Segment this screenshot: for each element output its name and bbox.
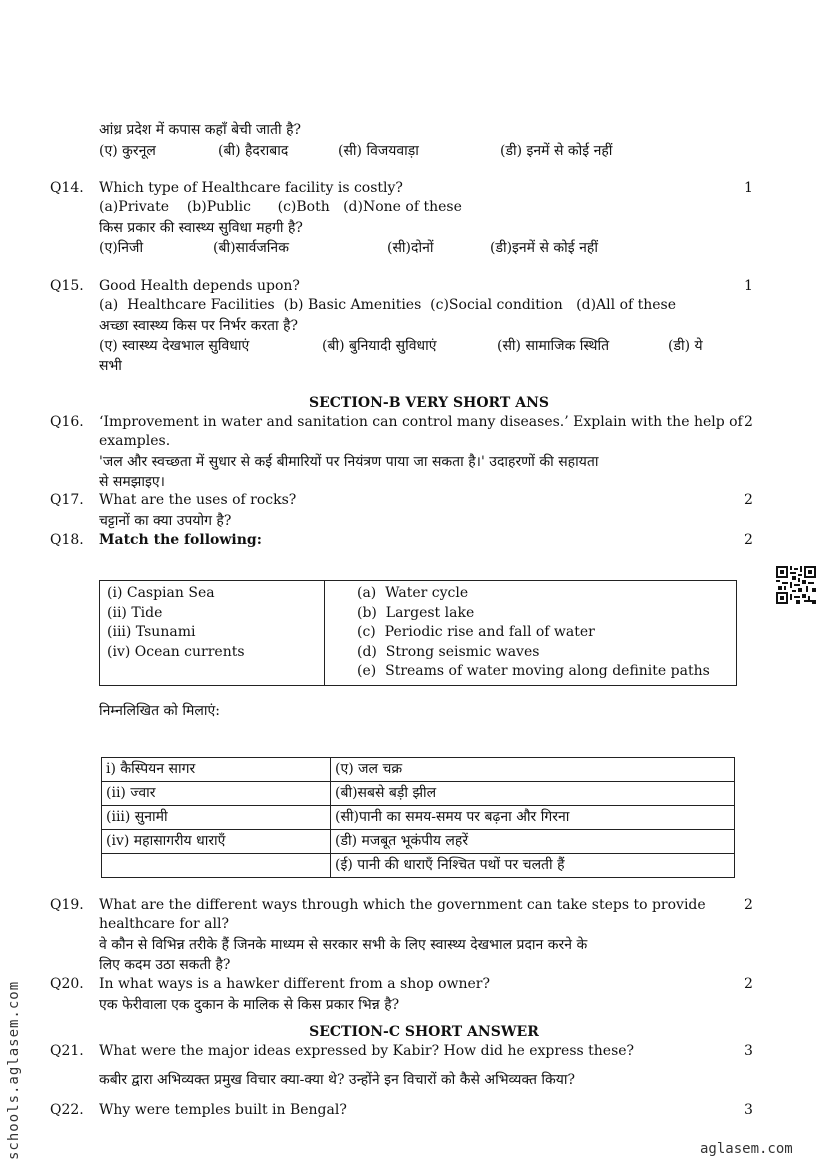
q14-marks: 1 bbox=[744, 180, 753, 196]
table-cell: (ई) पानी की धाराएँ निश्चित पथों पर चलती हैं bbox=[331, 854, 735, 878]
q18-marks: 2 bbox=[744, 532, 753, 548]
match-left-column bbox=[100, 581, 325, 686]
q14-option-hi-d: (डी)इनमें से कोई नहीं bbox=[490, 240, 598, 256]
match-left-item: (i) Caspian Sea bbox=[107, 585, 215, 601]
table-cell: (ii) ज्वार bbox=[102, 782, 331, 806]
section-b-heading: SECTION-B VERY SHORT ANS bbox=[309, 395, 549, 411]
q14-option-hi-b: (बी)सार्वजनिक bbox=[213, 240, 289, 256]
carryover-question-hi: आंध्र प्रदेश में कपास कहाँ बेची जाती है? bbox=[99, 122, 302, 138]
carryover-option-a: (ए) कुरनूल bbox=[99, 143, 156, 159]
q14-text-en: Which type of Healthcare facility is costly? bbox=[99, 180, 403, 196]
q21-text-en: What were the major ideas expressed by Kabir? How did he express these? bbox=[99, 1043, 635, 1059]
footer-watermark: aglasem.com bbox=[700, 1141, 793, 1157]
q19-text-en-1: What are the different ways through which the government can take steps to provide bbox=[99, 897, 706, 913]
q15-text-hi: अच्छा स्वास्थ्य किस पर निर्भर करता है? bbox=[99, 318, 299, 334]
q15-option-hi-a: (ए) स्वास्थ्य देखभाल सुविधाएं bbox=[99, 338, 250, 354]
q19-marks: 2 bbox=[744, 897, 753, 913]
match-right-column bbox=[325, 581, 737, 686]
match-right-item: (d) Strong seismic waves bbox=[357, 643, 540, 660]
q20-text-en: In what ways is a hawker different from a shop owner? bbox=[99, 976, 490, 992]
q16-text-hi-2: से समझाइए। bbox=[99, 474, 165, 490]
table-row bbox=[102, 830, 735, 854]
section-c-heading: SECTION-C SHORT ANSWER bbox=[309, 1024, 539, 1040]
match-table-en bbox=[99, 580, 737, 686]
table-row bbox=[102, 806, 735, 830]
q16-text-en-2: examples. bbox=[99, 433, 171, 449]
q19-number: Q19. bbox=[50, 897, 84, 913]
carryover-option-d: (डी) इनमें से कोई नहीं bbox=[500, 143, 613, 159]
table-cell: (iii) सुनामी bbox=[102, 806, 331, 830]
q17-marks: 2 bbox=[744, 492, 753, 508]
match-right-item: (a) Water cycle bbox=[357, 585, 469, 601]
q16-number: Q16. bbox=[50, 414, 84, 430]
q20-text-hi: एक फेरीवाला एक दुकान के मालिक से किस प्रकार भिन्न है? bbox=[99, 997, 400, 1013]
q14-number: Q14. bbox=[50, 180, 84, 196]
carryover-option-b: (बी) हैदराबाद bbox=[218, 143, 289, 159]
q17-text-en: What are the uses of rocks? bbox=[99, 492, 297, 508]
table-row bbox=[102, 758, 735, 782]
match-left-item: (iv) Ocean currents bbox=[107, 643, 245, 660]
q17-text-hi: चट्टानों का क्या उपयोग है? bbox=[99, 513, 232, 529]
q15-options-en: (a) Healthcare Facilities (b) Basic Amenities (c)Social condition (d)All of these bbox=[99, 297, 677, 313]
match-right-item: (e) Streams of water moving along definite paths bbox=[357, 663, 710, 679]
q14-option-hi-c: (सी)दोनों bbox=[387, 240, 434, 256]
match-right-item: (c) Periodic rise and fall of water bbox=[357, 624, 595, 640]
q19-text-hi-1: वे कौन से विभिन्न तरीके हैं जिनके माध्यम से सरकार सभी के लिए स्वास्थ्य देखभाल प्रदान करने के bbox=[99, 937, 588, 953]
table-row bbox=[102, 782, 735, 806]
carryover-option-c: (सी) विजयवाड़ा bbox=[338, 143, 419, 159]
q19-text-hi-2: लिए कदम उठा सकती है? bbox=[99, 957, 231, 973]
q14-options-en: (a)Private (b)Public (c)Both (d)None of these bbox=[99, 199, 462, 215]
q16-text-hi-1: 'जल और स्वच्छता में सुधार से कई बीमारियों पर नियंत्रण पाया जा सकता है।' उदाहरणों की सहायता bbox=[99, 454, 599, 470]
table-cell bbox=[102, 854, 331, 878]
q18-text-hi: निम्नलिखित को मिलाएं: bbox=[99, 703, 220, 719]
q14-text-hi: किस प्रकार की स्वास्थ्य सुविधा महगी है? bbox=[99, 220, 303, 236]
q16-marks: 2 bbox=[744, 414, 753, 430]
q22-marks: 3 bbox=[744, 1102, 753, 1118]
q21-text-hi: कबीर द्वारा अभिव्यक्त प्रमुख विचार क्या-क्या थे? उन्होंने इन विचारों को कैसे अभिव्यक्त किया? bbox=[99, 1072, 576, 1088]
match-table-hi bbox=[101, 757, 735, 878]
q21-number: Q21. bbox=[50, 1043, 84, 1059]
q19-text-en-2: healthcare for all? bbox=[99, 916, 229, 932]
side-watermark: schools.aglasem.com bbox=[6, 980, 22, 1160]
match-left-item: (ii) Tide bbox=[107, 604, 163, 621]
q14-option-hi-a: (ए)निजी bbox=[99, 240, 144, 256]
table-row bbox=[102, 854, 735, 878]
q17-number: Q17. bbox=[50, 492, 84, 508]
q21-marks: 3 bbox=[744, 1043, 753, 1059]
q15-option-hi-b: (बी) बुनियादी सुविधाएं bbox=[322, 338, 437, 354]
q15-marks: 1 bbox=[744, 278, 753, 294]
q15-option-hi-c: (सी) सामाजिक स्थिति bbox=[497, 338, 610, 354]
q20-number: Q20. bbox=[50, 976, 84, 992]
q20-marks: 2 bbox=[744, 976, 753, 992]
table-cell: i) कैस्पियन सागर bbox=[102, 758, 331, 782]
table-cell: (ए) जल चक्र bbox=[331, 758, 735, 782]
q18-number: Q18. bbox=[50, 532, 84, 548]
q16-text-en-1: ‘Improvement in water and sanitation can control many diseases.’ Explain with the help of bbox=[99, 414, 743, 430]
match-left-item: (iii) Tsunami bbox=[107, 624, 196, 640]
q15-text-en: Good Health depends upon? bbox=[99, 278, 300, 294]
table-cell: (iv) महासागरीय धाराएँ bbox=[102, 830, 331, 854]
table-cell: (डी) मजबूत भूकंपीय लहरें bbox=[331, 830, 735, 854]
table-cell: (बी)सबसे बड़ी झील bbox=[331, 782, 735, 806]
match-right-item: (b) Largest lake bbox=[357, 604, 475, 621]
qr-code-icon bbox=[776, 566, 816, 604]
q18-text-en: Match the following: bbox=[99, 532, 262, 548]
q15-option-hi-d: (डी) ये bbox=[668, 338, 703, 354]
q15-number: Q15. bbox=[50, 278, 84, 294]
q22-text-en: Why were temples built in Bengal? bbox=[99, 1102, 347, 1118]
q15-option-hi-d-wrap: सभी bbox=[99, 358, 122, 374]
q22-number: Q22. bbox=[50, 1102, 84, 1118]
table-cell: (सी)पानी का समय-समय पर बढ़ना और गिरना bbox=[331, 806, 735, 830]
